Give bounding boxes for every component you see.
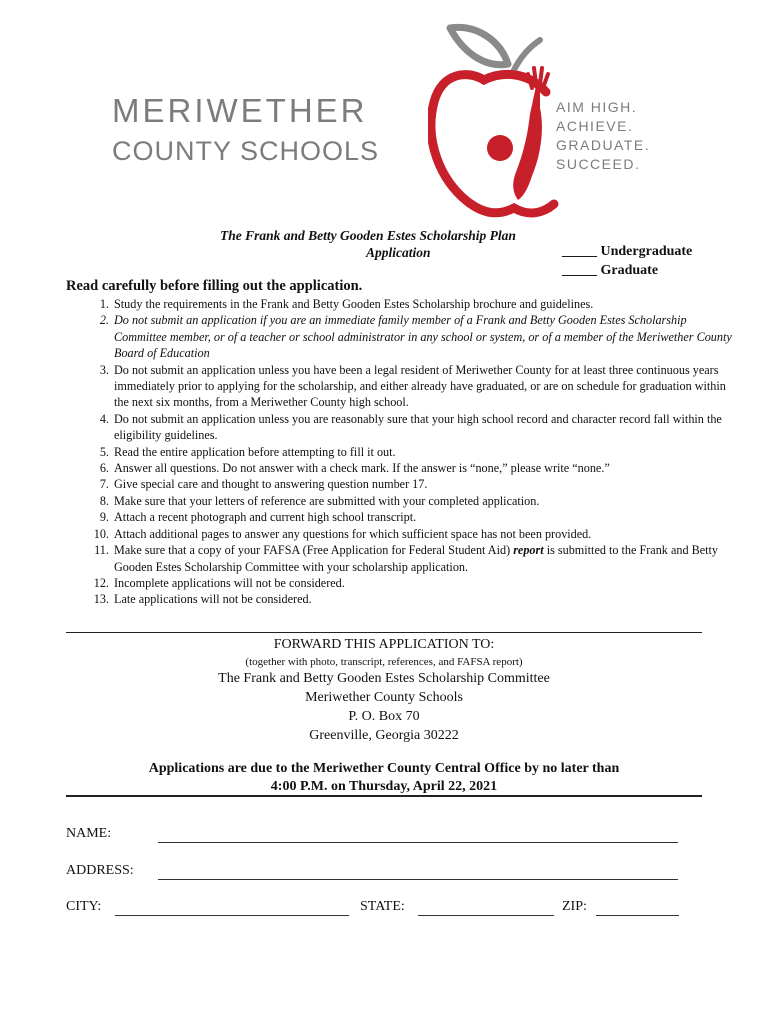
list-item: 4. Do not submit an application unless you are reasonably sure that your high school record and character record fall within the eligibility guidelines. [112, 411, 736, 444]
district-logo [110, 22, 670, 222]
read-carefully-heading: Read carefully before filling out the application. [66, 278, 363, 294]
tagline-line: ACHIEVE. [556, 118, 634, 134]
rule-text: is submitted to the Frank and Betty Gooden Estes Scholarship Committee with your scholarship application. [114, 543, 718, 574]
deadline-notice [66, 760, 702, 796]
list-item: 6. Answer all questions. Do not answer with a check mark. If the answer is “none,” please write “none.” [112, 460, 736, 476]
divider [66, 632, 702, 633]
address-label: ADDRESS: [66, 863, 134, 878]
rule-emphasis: report [513, 543, 544, 558]
city-label: CITY: [66, 899, 102, 914]
tagline [556, 98, 650, 174]
deadline-line: Applications are due to the Meriwether County Central Office by no later than [148, 761, 620, 776]
address-line: P. O. Box 70 [348, 709, 420, 724]
tagline-line: SUCCEED. [556, 156, 641, 172]
list-item: 5. Read the entire application before attempting to fill it out. [112, 444, 736, 460]
tagline-line: GRADUATE. [556, 137, 651, 153]
option-graduate[interactable]: _____ Graduate [562, 263, 659, 278]
address-line: Greenville, Georgia 30222 [309, 728, 459, 743]
list-item [112, 542, 736, 575]
list-item: 1. Study the requirements in the Frank and Betty Gooden Estes Scholarship brochure and guidelines. [112, 296, 736, 312]
city-field[interactable] [115, 915, 349, 916]
forward-heading: FORWARD THIS APPLICATION TO: [273, 637, 495, 652]
form-title: The Frank and Betty Gooden Estes Scholarship Plan [220, 228, 516, 243]
rule-text: Make sure that a copy of your FAFSA (Free Application for Federal Student Aid) [114, 543, 514, 558]
list-item: 9. Attach a recent photograph and current high school transcript. [112, 509, 736, 525]
org-name-line2: COUNTY SCHOOLS [112, 136, 380, 166]
address-line: Meriwether County Schools [305, 690, 463, 705]
deadline-line: 4:00 P.M. on Thursday, April 22, 2021 [270, 779, 498, 794]
list-item: 10. Attach additional pages to answer any questions for which sufficient space has not been provided. [112, 526, 736, 542]
list-item: 7. Give special care and thought to answering question number 17. [112, 476, 736, 492]
list-item: 12. Incomplete applications will not be considered. [112, 575, 736, 591]
zip-field[interactable] [596, 915, 679, 916]
name-field[interactable] [158, 842, 678, 843]
option-undergraduate[interactable]: _____ Undergraduate [562, 244, 693, 259]
list-item: 2. Do not submit an application if you are an immediate family member of a Frank and Betty Gooden Estes Scholarship Committee member, or of a teacher or school administrator in any school or system, or of a member of the Meriwether County Board of Education [112, 312, 736, 361]
instructions-list [80, 296, 736, 608]
list-item: 13. Late applications will not be considered. [112, 591, 736, 607]
name-label: NAME: [66, 826, 112, 841]
state-label: STATE: [360, 899, 405, 914]
address-field[interactable] [158, 879, 678, 880]
mailing-address [66, 669, 702, 745]
list-item: 8. Make sure that your letters of reference are submitted with your completed application. [112, 493, 736, 509]
list-item: 3. Do not submit an application unless you have been a legal resident of Meriwether County for at least three continuous years immediately prior to applying for the scholarship, and either already have graduated, or are on schedule for graduation within the next six months, from a Meriwether County high school. [112, 362, 736, 411]
tagline-line: AIM HIGH. [556, 99, 638, 115]
org-name-line1: MERIWETHER [112, 92, 368, 129]
divider [66, 795, 702, 797]
zip-label: ZIP: [562, 899, 587, 914]
form-subtitle: Application [366, 245, 431, 260]
forward-note: (together with photo, transcript, references, and FAFSA report) [245, 656, 523, 668]
address-line: The Frank and Betty Gooden Estes Scholarship Committee [218, 671, 550, 686]
state-field[interactable] [418, 915, 554, 916]
